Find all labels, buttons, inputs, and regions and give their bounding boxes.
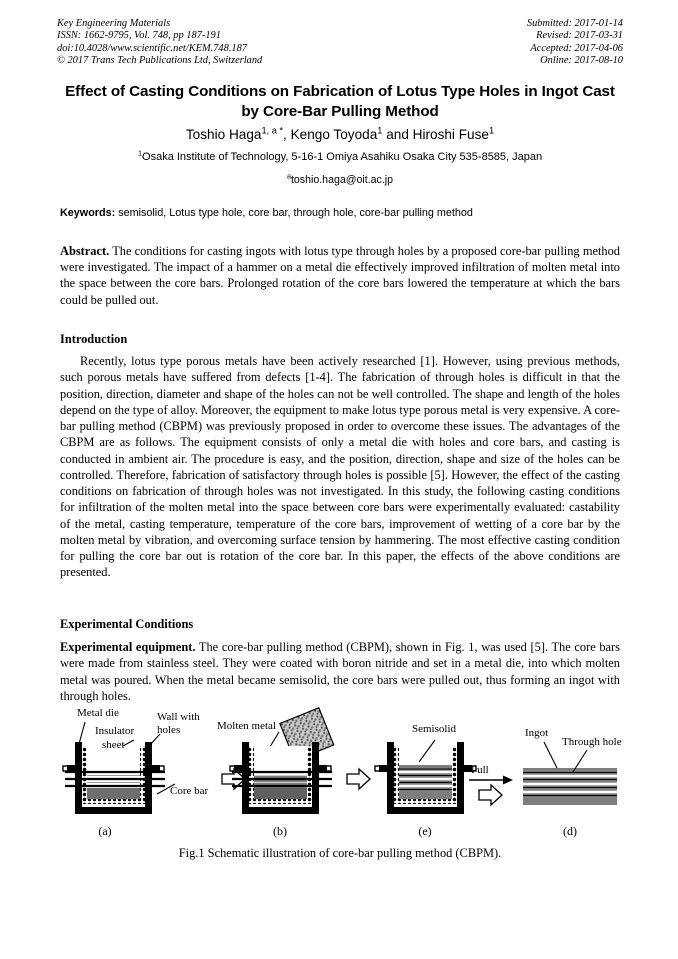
figure-label-core-bar: Core bar (170, 785, 209, 797)
author-conjunction: and (382, 127, 413, 142)
figure-label-wall-1: Wall with (157, 711, 200, 723)
figure-panel-a (63, 707, 209, 838)
email-marker: a (286, 171, 291, 181)
figure-label-wall-2: holes (157, 724, 181, 736)
affiliation (47, 150, 633, 165)
figure-1 (57, 702, 623, 842)
figure-label-ingot: Ingot (525, 727, 549, 739)
author-3-name: Hiroshi Fuse (412, 127, 489, 142)
author-3-superscript: 1 (488, 125, 495, 136)
date-submitted: Submitted: 2017-01-14 (526, 18, 623, 29)
figure-label-molten-metal: Molten metal (217, 720, 276, 732)
figure-pull-arrow (469, 764, 513, 785)
date-online: Online: 2017-08-10 (540, 54, 623, 66)
figure-panel-d (523, 727, 622, 838)
journal-issn: ISSN: 1662-9795, Vol. 748, pp 187-191 (57, 30, 221, 42)
figure-panel-caption-d: (d) (563, 824, 577, 838)
figure-panel-caption-e: (e) (418, 824, 432, 838)
keywords-list: semisolid, Lotus type hole, core bar, through hole, core-bar pulling method (118, 207, 473, 219)
keywords-label: Keywords: (60, 207, 116, 219)
date-revised: Revised: 2017-03-31 (536, 30, 623, 42)
section-heading-experimental-conditions: Experimental Conditions (60, 617, 194, 631)
affiliation-text: Osaka Institute of Technology, 5-16-1 Omiya Asahiku Osaka City 535-8585, Japan (142, 151, 543, 163)
author-2-superscript: 1 (377, 125, 383, 136)
figure-panel-caption-a: (a) (98, 824, 112, 838)
figure-label-insulator-2: sheet (102, 739, 125, 751)
figure-arrow-e-d (479, 785, 502, 805)
figure-panel-b (217, 708, 334, 838)
author-1-name: Toshio Haga (185, 127, 262, 142)
journal-header-left (57, 18, 262, 67)
journal-copyright: © 2017 Trans Tech Publications Ltd, Switzerland (57, 54, 263, 66)
abstract (60, 243, 620, 308)
journal-name: Key Engineering Materials (57, 18, 171, 29)
figure-arrow-b-e (347, 769, 370, 789)
corresponding-email (57, 173, 623, 187)
email-address: toshio.haga@oit.ac.jp (290, 174, 394, 186)
page-title: Effect of Casting Conditions on Fabrication of Lotus Type Holes in Ingot Cast by Core-Bar Pulling Method (65, 83, 615, 120)
figure-label-insulator-1: Insulator (95, 725, 135, 737)
experimental-equipment-text: The core-bar pulling method (CBPM), shown in Fig. 1, was used [5]. The core bars were made from stainless steel. They were coated with boron nitride and set in a metal die, into which molten metal was poured. When the metal became semisolid, the core bars were pulled out, thus forming an ingot with through holes. (60, 640, 621, 703)
figure-label-semisolid: Semisolid (412, 723, 457, 735)
journal-header-right (527, 18, 623, 67)
experimental-equipment-paragraph (60, 639, 620, 704)
figure-label-through-hole: Through hole (562, 736, 622, 748)
author-list (57, 126, 623, 143)
journal-doi: doi:10.4028/www.scientific.net/KEM.748.187 (57, 42, 247, 54)
abstract-text: The conditions for casting ingots with lotus type through holes by a proposed core-bar pulling method were investigated. The impact of a hammer on a metal die effectively improved infiltration of molten metal into the space between the core bars. Prolonged rotation of the core bars lowered the temperature at which the bars could be pulled out. (60, 244, 620, 307)
author-1-superscript: 1, a * (261, 125, 284, 136)
figure-label-pull: Pull (471, 764, 489, 776)
figure-1-schematic (57, 702, 623, 842)
keywords-line (60, 206, 626, 220)
figure-panel-e (375, 723, 513, 838)
experimental-equipment-subheading: Experimental equipment. (60, 640, 196, 654)
journal-header (57, 18, 623, 67)
figure-1-caption: Fig.1 Schematic illustration of core-bar pulling method (CBPM). (178, 846, 502, 860)
author-separator-1: , (283, 127, 291, 142)
introduction-paragraph: Recently, lotus type porous metals have been actively researched [1]. However, using previous methods, such porous metals have suffered from defects [1-4]. The fabrication of through holes is difficult in that the position, direction, diameter and shape of the holes can not be well controlled. The shape and length of the holes depend on the type of alloy. Moreover, the equipment to make lotus type porous metal is very expensive. A core-bar pulling method (CBPM) was previously proposed in order to overcome these issues. The advantages of the CBPM are as follows. The equipment consists of only a metal die with holes and core bars, and casting is conducted in ambient air. The procedure is easy, and the position, direction, shape and size of the holes can be controlled. Therefore, fabrication of satisfactory through holes is possible [5]. However, the effect of the casting conditions on fabrication of through holes was not investigated. In this study, the following casting conditions for infiltration of the molten metal into the space between core bars were experimentally evaluated: castability of the metal, casting temperature, temperature of the core bars, improvement of wetting of a core bar by the molten metal by vibration, and overcoming surface tension by hammering. The most effective casting condition for pulling the core bar out is rotation of the core bar. In this paper, the effects of the above conditions are presented. (60, 354, 620, 580)
affiliation-marker: 1 (137, 148, 143, 158)
figure-label-metal-die: Metal die (77, 707, 119, 719)
date-accepted: Accepted: 2017-04-06 (530, 42, 623, 54)
section-heading-introduction: Introduction (60, 332, 128, 346)
figure-panel-caption-b: (b) (273, 824, 287, 838)
author-2-name: Kengo Toyoda (290, 127, 378, 142)
abstract-label: Abstract. (60, 244, 110, 258)
